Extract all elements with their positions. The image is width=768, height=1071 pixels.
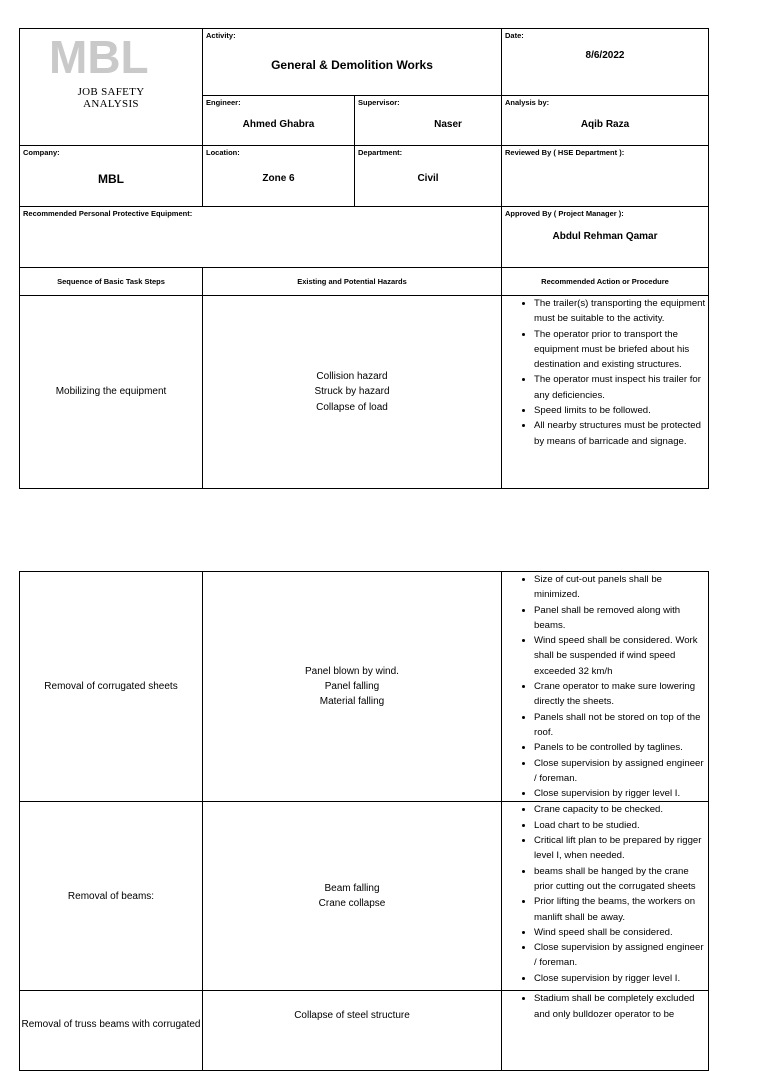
action-item: • Critical lift plan to be prepared by rigger level I, when needed. bbox=[534, 833, 708, 864]
hazard-item: Panel blown by wind. bbox=[305, 665, 399, 677]
approved-value: Abdul Rehman Qamar bbox=[552, 231, 658, 243]
date-cell bbox=[502, 29, 709, 96]
analysis-cell bbox=[502, 96, 709, 146]
department-value: Civil bbox=[417, 173, 439, 185]
action-item: • Close supervision by rigger level I. bbox=[534, 971, 708, 986]
supervisor-label: Supervisor: bbox=[358, 98, 400, 107]
action-item: • Size of cut-out panels shall be minimized. bbox=[534, 572, 708, 603]
hazard-item: Panel falling bbox=[324, 681, 380, 693]
department-cell bbox=[355, 146, 502, 207]
hazards-cell bbox=[203, 802, 502, 991]
date-label: Date: bbox=[505, 31, 524, 40]
hazards-cell bbox=[203, 991, 502, 1071]
action-item: • All nearby structures must be protected by means of barricade and signage. bbox=[534, 418, 708, 449]
action-item: • Wind speed shall be considered. Work shall be suspended if wind speed exceeded 32 km/h bbox=[534, 633, 708, 679]
action-item: • Wind speed shall be considered. bbox=[534, 925, 708, 940]
engineer-value: Ahmed Ghabra bbox=[242, 119, 315, 131]
action-item: • Panels to be controlled by taglines. bbox=[534, 740, 708, 755]
table-row bbox=[20, 802, 709, 991]
action-item: • Close supervision by assigned engineer / foreman. bbox=[534, 940, 708, 971]
table-row bbox=[20, 296, 709, 489]
column-header-actions: Recommended Action or Procedure bbox=[502, 268, 709, 296]
actions-list bbox=[502, 296, 708, 449]
actions-cell bbox=[502, 572, 709, 802]
analysis-label: Analysis by: bbox=[505, 98, 550, 107]
hazard-item: Material falling bbox=[319, 696, 385, 708]
action-item: • Crane capacity to be checked. bbox=[534, 802, 708, 817]
action-item: • The operator prior to transport the equipment must be briefed about his destination and existing structures. bbox=[534, 327, 708, 373]
task-cell: Mobilizing the equipment bbox=[20, 296, 203, 489]
activity-value: General & Demolition Works bbox=[271, 58, 433, 73]
action-item: • Panels shall not be stored on top of the roof. bbox=[534, 710, 708, 741]
company-label: Company: bbox=[23, 148, 60, 157]
jsa-header-table bbox=[19, 28, 709, 489]
action-item: • beams shall be hanged by the crane prior cutting out the corrugated sheets bbox=[534, 864, 708, 895]
approved-label: Approved By ( Project Manager ): bbox=[505, 209, 624, 218]
activity-cell bbox=[203, 29, 502, 96]
action-item: • The operator must inspect his trailer for any deficiencies. bbox=[534, 372, 708, 403]
approved-cell bbox=[502, 207, 709, 268]
hazard-item: Collision hazard bbox=[316, 371, 388, 383]
actions-cell bbox=[502, 802, 709, 991]
hazard-item: Struck by hazard bbox=[314, 386, 390, 398]
action-item: • Panel shall be removed along with beams. bbox=[534, 603, 708, 634]
task-cell: Removal of corrugated sheets bbox=[20, 572, 203, 802]
ppe-cell bbox=[20, 207, 502, 268]
action-item: • The trailer(s) transporting the equipment must be suitable to the activity. bbox=[534, 296, 708, 327]
action-item: • Close supervision by rigger level I. bbox=[534, 786, 708, 801]
hazard-item: Crane collapse bbox=[318, 898, 386, 910]
column-header-hazards: Existing and Potential Hazards bbox=[203, 268, 502, 296]
hazard-item: Collapse of steel structure bbox=[294, 1010, 410, 1022]
engineer-label: Engineer: bbox=[206, 98, 241, 107]
logo-cell bbox=[20, 29, 203, 146]
task-cell: Removal of truss beams with corrugated bbox=[20, 991, 203, 1071]
location-value: Zone 6 bbox=[262, 173, 295, 185]
action-item: • Load chart to be studied. bbox=[534, 818, 708, 833]
action-item: • Prior lifting the beams, the workers on manlift shall be away. bbox=[534, 894, 708, 925]
department-label: Department: bbox=[358, 148, 403, 157]
jsa-steps-table bbox=[19, 571, 709, 1071]
hazards-cell bbox=[203, 296, 502, 489]
hazards-cell bbox=[203, 572, 502, 802]
supervisor-cell bbox=[355, 96, 502, 146]
table-row bbox=[20, 991, 709, 1071]
document-title: JOB SAFETY ANALYSIS bbox=[77, 86, 145, 111]
action-item: • Stadium shall be completely excluded and only bulldozer operator to be bbox=[534, 991, 708, 1022]
hazard-item: Beam falling bbox=[324, 883, 380, 895]
activity-label: Activity: bbox=[206, 31, 236, 40]
reviewed-cell bbox=[502, 146, 709, 207]
actions-list bbox=[502, 802, 708, 986]
location-label: Location: bbox=[206, 148, 240, 157]
action-item: • Speed limits to be followed. bbox=[534, 403, 708, 418]
column-header-task: Sequence of Basic Task Steps bbox=[20, 268, 203, 296]
supervisor-value: Naser bbox=[434, 119, 462, 131]
company-cell bbox=[20, 146, 203, 207]
action-item: • Crane operator to make sure lowering directly the sheets. bbox=[534, 679, 708, 710]
company-logo: MBL bbox=[49, 31, 149, 83]
ppe-label: Recommended Personal Protective Equipment: bbox=[23, 209, 193, 218]
actions-list bbox=[502, 572, 708, 801]
hazard-item: Collapse of load bbox=[316, 401, 388, 413]
action-item: • Close supervision by assigned engineer / foreman. bbox=[534, 756, 708, 787]
table-row bbox=[20, 572, 709, 802]
actions-cell bbox=[502, 296, 709, 489]
reviewed-label: Reviewed By ( HSE Department ): bbox=[505, 148, 625, 157]
location-cell bbox=[203, 146, 355, 207]
date-value: 8/6/2022 bbox=[585, 50, 625, 62]
actions-list bbox=[502, 991, 708, 1022]
engineer-cell bbox=[203, 96, 355, 146]
task-cell: Removal of beams: bbox=[20, 802, 203, 991]
actions-cell bbox=[502, 991, 709, 1071]
analysis-value: Aqib Raza bbox=[580, 119, 630, 131]
company-value: MBL bbox=[98, 172, 124, 187]
